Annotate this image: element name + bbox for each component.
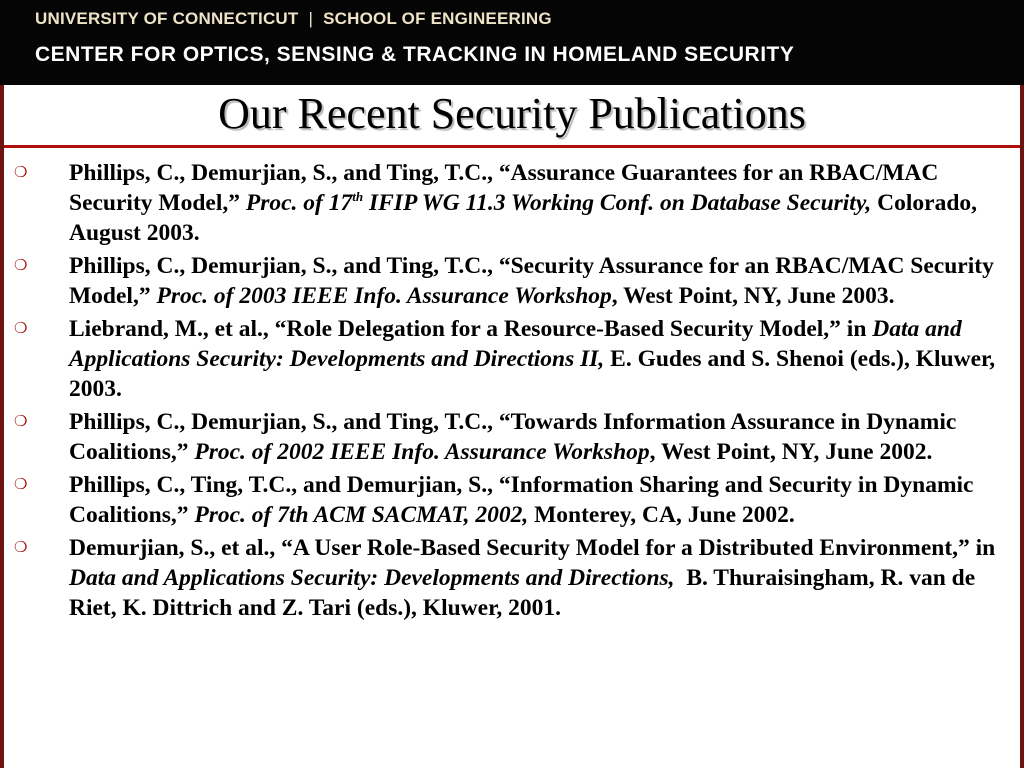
publication-citation: Phillips, C., Demurjian, S., and Ting, T.C., “Security Assurance for an RBAC/MAC Security Model,” bbox=[69, 253, 994, 309]
publication-item bbox=[0, 470, 1024, 530]
publication-item bbox=[0, 158, 1024, 248]
university-name: UNIVERSITY OF CONNECTICUT bbox=[35, 9, 299, 28]
header-banner bbox=[0, 0, 1024, 85]
publication-item bbox=[0, 314, 1024, 404]
publication-citation: Phillips, C., Demurjian, S., and Ting, T.C., “Towards Information Assurance in Dynamic Coalitions,” bbox=[69, 409, 957, 465]
publication-venue: Proc. of 17th IFIP WG 11.3 Working Conf. on Database Security, bbox=[245, 189, 872, 216]
hollow-circle-bullet-icon: ❍ bbox=[14, 258, 28, 274]
publication-venue: Proc. of 2002 IEEE Info. Assurance Workshop bbox=[194, 439, 650, 465]
publication-venue: Data and Applications Security: Developments and Directions II, bbox=[69, 316, 962, 372]
publication-details: E. Gudes and S. Shenoi (eds.), Kluwer, 2003. bbox=[69, 346, 996, 402]
hollow-circle-bullet-icon: ❍ bbox=[14, 321, 28, 337]
publication-details: Colorado, August 2003. bbox=[69, 190, 978, 246]
hollow-circle-bullet-icon: ❍ bbox=[14, 540, 28, 556]
hollow-circle-bullet-icon: ❍ bbox=[14, 414, 28, 430]
school-name: SCHOOL OF ENGINEERING bbox=[323, 9, 552, 28]
hollow-circle-bullet-icon: ❍ bbox=[14, 477, 28, 493]
publication-details: , West Point, NY, June 2003. bbox=[611, 283, 895, 309]
publication-details: Monterey, CA, June 2002. bbox=[528, 502, 795, 528]
publication-venue: Data and Applications Security: Developments and Directions, bbox=[69, 565, 675, 591]
publication-list bbox=[0, 158, 1024, 626]
publication-item bbox=[0, 533, 1024, 623]
slide-title: Our Recent Security Publications bbox=[218, 89, 806, 138]
title-divider bbox=[4, 145, 1020, 148]
banner-institution bbox=[35, 9, 552, 29]
publication-details: , West Point, NY, June 2002. bbox=[649, 439, 933, 465]
publication-citation: Liebrand, M., et al., “Role Delegation for a Resource-Based Security Model,” in bbox=[69, 316, 873, 342]
publication-citation: Phillips, C., Ting, T.C., and Demurjian, S., “Information Sharing and Security in Dynamic Coalitions,” bbox=[69, 472, 974, 528]
center-name: CENTER FOR OPTICS, SENSING & TRACKING IN HOMELAND SECURITY bbox=[35, 43, 795, 66]
banner-separator: | bbox=[308, 9, 314, 28]
publication-venue: Proc. of 2003 IEEE Info. Assurance Workshop bbox=[156, 283, 612, 309]
publication-venue: Proc. of 7th ACM SACMAT, 2002, bbox=[194, 502, 529, 528]
publication-item bbox=[0, 251, 1024, 311]
publication-item bbox=[0, 407, 1024, 467]
publication-citation: Phillips, C., Demurjian, S., and Ting, T.C., “Assurance Guarantees for an RBAC/MAC Security Model,” bbox=[69, 160, 939, 216]
publication-details: B. Thuraisingham, R. van de Riet, K. Dittrich and Z. Tari (eds.), Kluwer, 2001. bbox=[69, 565, 982, 621]
hollow-circle-bullet-icon: ❍ bbox=[14, 165, 28, 181]
publication-citation: Demurjian, S., et al., “A User Role-Based Security Model for a Distributed Environment,” in bbox=[69, 535, 996, 561]
